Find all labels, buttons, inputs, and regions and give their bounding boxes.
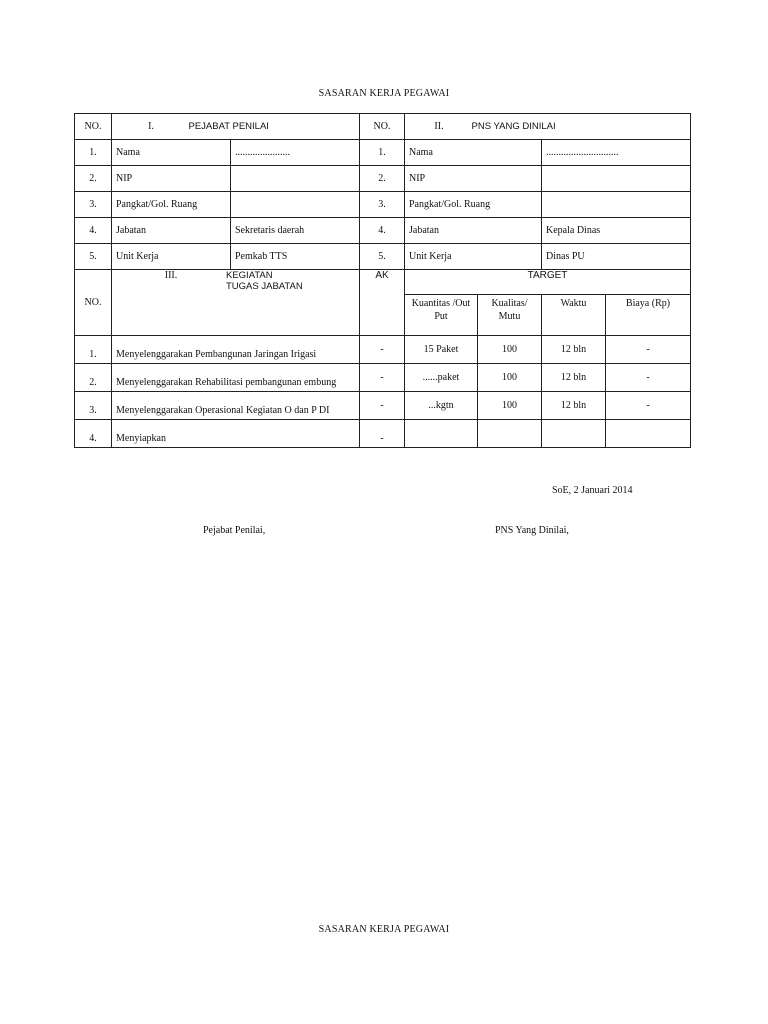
waktu-header: Waktu — [542, 295, 606, 336]
signature-pejabat-penilai: Pejabat Penilai, — [203, 525, 266, 536]
field-value — [542, 166, 691, 192]
field-label: Unit Kerja — [112, 244, 231, 270]
task-waktu: 12 bln — [542, 364, 606, 392]
row-number: 3. — [75, 192, 112, 218]
kuantitas-header: Kuantitas /Out Put — [405, 295, 478, 336]
task-biaya: - — [606, 364, 691, 392]
task-kualitas: 100 — [478, 364, 542, 392]
section-pejabat-penilai-header — [112, 114, 360, 140]
field-value — [231, 192, 360, 218]
document-title-repeat: SASARAN KERJA PEGAWAI — [318, 924, 450, 935]
ak-header: AK — [360, 270, 405, 336]
task-number: 4. — [75, 420, 112, 448]
field-label: Unit Kerja — [405, 244, 542, 270]
task-biaya: - — [606, 336, 691, 364]
signature-pns-dinilai: PNS Yang Dinilai, — [495, 525, 569, 536]
field-label: Pangkat/Gol. Ruang — [112, 192, 231, 218]
section-pns-dinilai-header — [405, 114, 691, 140]
section-roman-iii: III. — [164, 270, 178, 281]
task-header-row — [75, 270, 691, 295]
table-row — [75, 192, 691, 218]
row-number: 4. — [360, 218, 405, 244]
task-biaya: - — [606, 392, 691, 420]
biaya-header: Biaya (Rp) — [606, 295, 691, 336]
skp-table — [74, 113, 691, 448]
task-waktu: 12 bln — [542, 336, 606, 364]
task-ak: - — [360, 420, 405, 448]
field-label: Jabatan — [405, 218, 542, 244]
task-ak: - — [360, 336, 405, 364]
task-no-header: NO. — [75, 270, 112, 336]
field-value: ............................. — [542, 140, 691, 166]
field-value: Dinas PU — [542, 244, 691, 270]
task-row — [75, 392, 691, 420]
task-kegiatan-header — [112, 270, 360, 336]
target-header: TARGET — [405, 270, 691, 295]
kegiatan-tugas-jabatan-label: KEGIATAN TUGAS JABATAN — [226, 270, 303, 292]
table-row — [75, 140, 691, 166]
section-label-pns-dinilai: PNS YANG DINILAI — [471, 120, 556, 132]
field-value: ...................... — [231, 140, 360, 166]
task-kegiatan: Menyelenggarakan Operasional Kegiatan O dan P DI — [112, 392, 360, 420]
task-waktu: 12 bln — [542, 392, 606, 420]
field-value — [542, 192, 691, 218]
task-row — [75, 336, 691, 364]
field-value: Sekretaris daerah — [231, 218, 360, 244]
task-ak: - — [360, 364, 405, 392]
task-kualitas — [478, 420, 542, 448]
row-number: 1. — [360, 140, 405, 166]
table-row — [75, 166, 691, 192]
task-kegiatan: Menyelenggarakan Rehabilitasi pembangunan embung — [112, 364, 360, 392]
task-kuantitas: ......paket — [405, 364, 478, 392]
section-roman-i: I. — [148, 120, 154, 132]
task-ak: - — [360, 392, 405, 420]
task-row — [75, 420, 691, 448]
task-waktu — [542, 420, 606, 448]
task-kegiatan: Menyiapkan — [112, 420, 360, 448]
row-number: 2. — [360, 166, 405, 192]
task-number: 3. — [75, 392, 112, 420]
row-number: 4. — [75, 218, 112, 244]
no-header-left: NO. — [75, 114, 112, 140]
task-kuantitas — [405, 420, 478, 448]
field-label: Pangkat/Gol. Ruang — [405, 192, 542, 218]
task-kualitas: 100 — [478, 392, 542, 420]
field-label: Nama — [112, 140, 231, 166]
row-number: 2. — [75, 166, 112, 192]
task-kualitas: 100 — [478, 336, 542, 364]
kualitas-header: Kualitas/ Mutu — [478, 295, 542, 336]
no-header-right: NO. — [360, 114, 405, 140]
field-label: NIP — [112, 166, 231, 192]
document-title: SASARAN KERJA PEGAWAI — [318, 88, 450, 99]
section-roman-ii: II. — [434, 120, 444, 132]
row-number: 1. — [75, 140, 112, 166]
place-date: SoE, 2 Januari 2014 — [552, 485, 633, 496]
field-value — [231, 166, 360, 192]
task-kuantitas: ...kgtn — [405, 392, 478, 420]
task-kuantitas: 15 Paket — [405, 336, 478, 364]
task-number: 2. — [75, 364, 112, 392]
field-value: Kepala Dinas — [542, 218, 691, 244]
row-number: 5. — [75, 244, 112, 270]
table-header-row — [75, 114, 691, 140]
row-number: 3. — [360, 192, 405, 218]
table-row — [75, 244, 691, 270]
field-value: Pemkab TTS — [231, 244, 360, 270]
section-label-pejabat-penilai: PEJABAT PENILAI — [188, 120, 269, 132]
task-kegiatan: Menyelenggarakan Pembangunan Jaringan Irigasi — [112, 336, 360, 364]
task-biaya — [606, 420, 691, 448]
field-label: Nama — [405, 140, 542, 166]
task-row — [75, 364, 691, 392]
field-label: Jabatan — [112, 218, 231, 244]
row-number: 5. — [360, 244, 405, 270]
task-number: 1. — [75, 336, 112, 364]
field-label: NIP — [405, 166, 542, 192]
table-row — [75, 218, 691, 244]
